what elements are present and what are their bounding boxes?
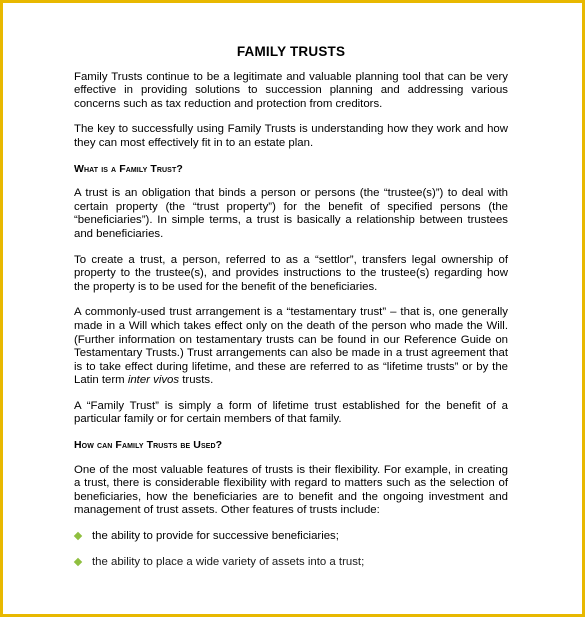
list-item-text: the ability to place a wide variety of assets into a trust; (92, 555, 365, 568)
document-page (74, 45, 508, 581)
section-heading-what: What is a Family Trust? (74, 162, 183, 175)
testamentary-text: A commonly-used trust arrangement is a “testamentary trust” – that is, one generally made in a Will which takes effect only on the death of the person who made the Will. (Further information on testamentary trusts can be found in our Reference Guide on Testamentary Trusts.) Trust arrangements can also be made in a trust agreement that is to take effect during lifetime, and these are referred to as “lifetime trusts” or by the Latin term (74, 306, 508, 387)
key-paragraph: The key to successfully using Family Trusts is understanding how they work and how they can most effectively fit in to an estate plan. (74, 123, 508, 149)
definition-paragraph: A trust is an obligation that binds a person or persons (the “trustee(s)”) to deal with certain property (the “trust property”) for the benefit of specified persons (the “beneficiaries”). In simple terms, a trust is basically a relationship between trustees and beneficiaries. (74, 187, 508, 240)
intro-paragraph: Family Trusts continue to be a legitimate and valuable planning tool that can be very effective in providing solutions to succession planning and addressing various concerns such as tax reduction and protection from creditors. (74, 70, 508, 110)
latin-term: inter vivos (127, 374, 180, 387)
section-heading-how: How can Family Trusts be Used? (74, 439, 223, 452)
testamentary-paragraph (74, 306, 508, 388)
list-item (74, 530, 508, 544)
flexibility-paragraph: One of the most valuable features of trusts is their flexibility. For example, in creating a trust, there is considerable flexibility with regard to matters such as the selection of beneficiaries, how the beneficiaries are to benefit and the ongoing investment and management of trust assets. Other features of trusts include: (74, 463, 508, 517)
list-item (74, 556, 508, 570)
features-list (74, 530, 508, 569)
diamond-bullet-icon (74, 557, 82, 565)
testamentary-text-end: trusts. (179, 374, 214, 387)
settlor-paragraph: To create a trust, a person, referred to as a “settlor”, transfers legal ownership of property to the trustee(s), and provides instructions to the trustee(s) regarding how the property is to be used for the benefit of the beneficiaries. (74, 253, 508, 293)
document-title: FAMILY TRUSTS (236, 44, 346, 59)
diamond-bullet-icon (74, 532, 82, 540)
list-item-text: the ability to provide for successive beneficiaries; (92, 530, 339, 543)
family-trust-paragraph: A “Family Trust” is simply a form of lifetime trust established for the benefit of a particular family or for certain members of that family. (74, 399, 508, 426)
